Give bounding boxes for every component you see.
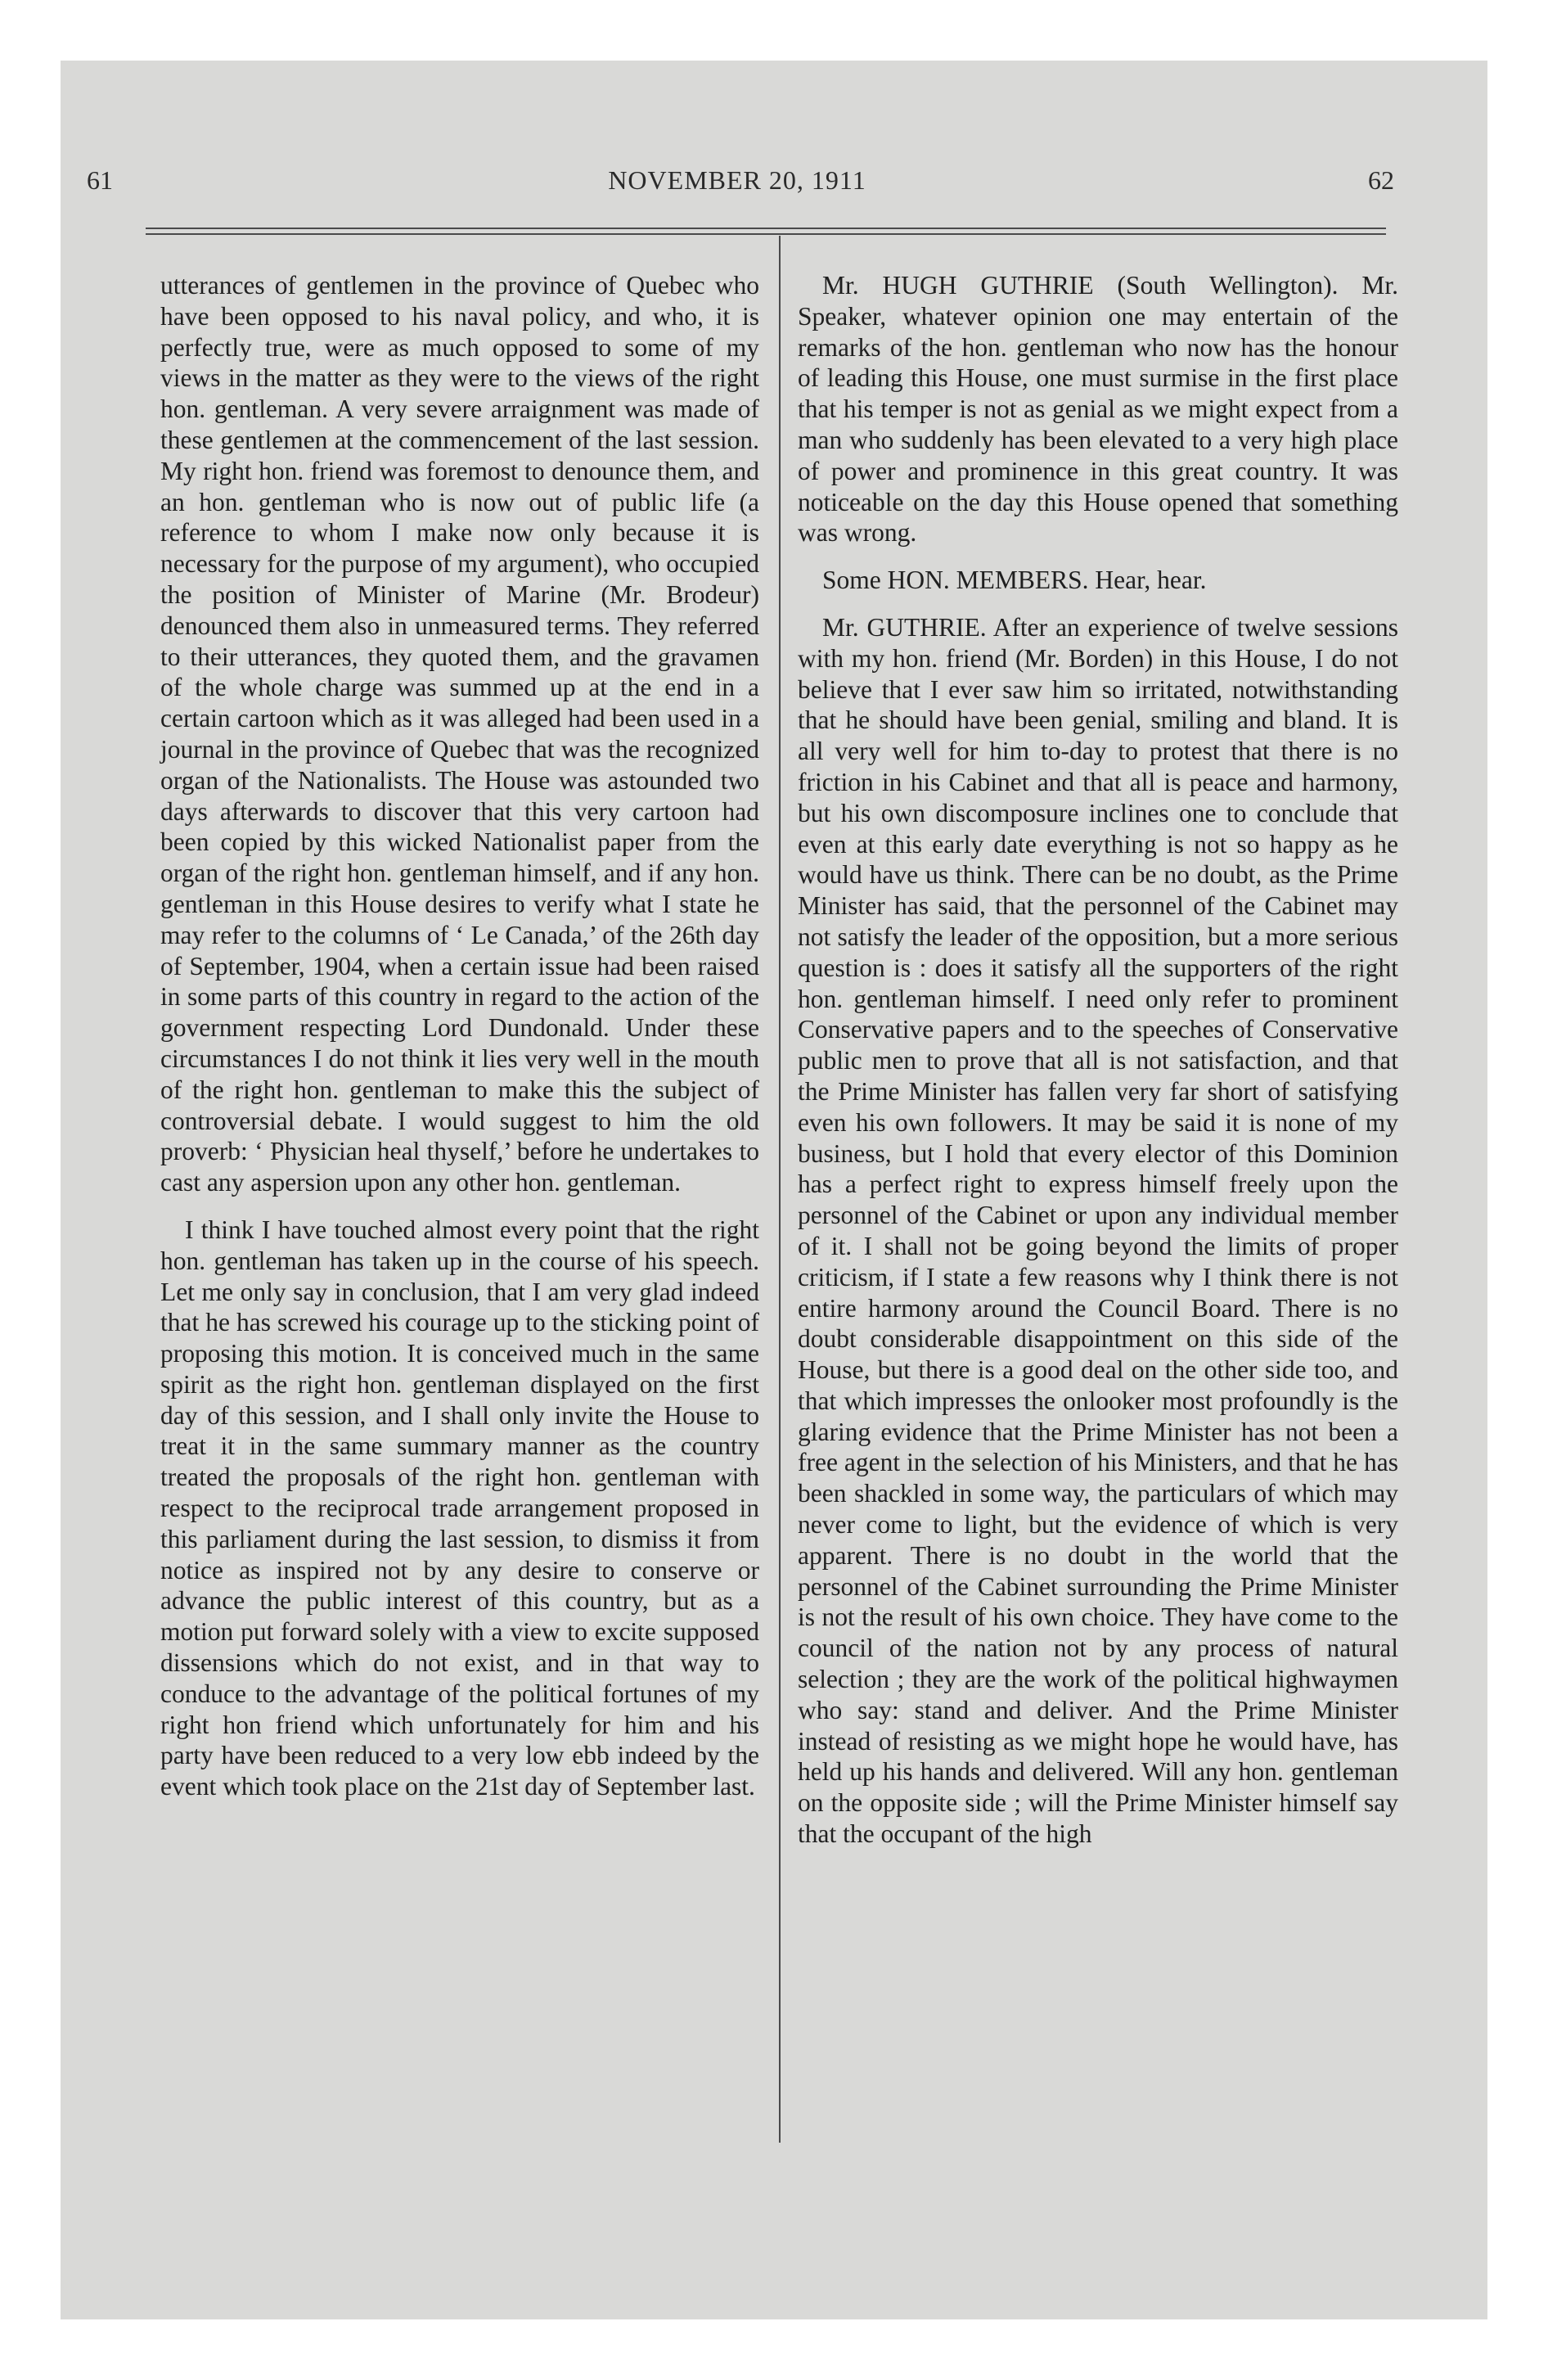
header-rule-top <box>146 228 1386 229</box>
paragraph: utterances of gentlemen in the province of Quebec who have been opposed to his naval policy, and who, it is perfectly true, were as much opposed to some of my views in the matter as they were to the views of the right hon. gentleman. A very severe arraignment was made of these gentlemen at the commencement of the last session. My right hon. friend was foremost to denounce them, and an hon. gentleman who is now out of public life (a reference to whom I make now only because it is necessary for the purpose of my argument), who occupied the position of Minister of Marine (Mr. Brodeur) denounced them also in unmeasured terms. They referred to their utterances, they quoted them, and the gravamen of the whole charge was summed up at the end in a certain cartoon which as it was alleged had been used in a journal in the province of Quebec that was the recognized organ of the Nationalists. The House was astounded two days afterwards to discover that this very cartoon had been copied by this wicked Nationalist paper from the organ of the right hon. gentleman himself, and if any hon. gentleman in this House desires to verify what I state he may refer to the columns of ‘ Le Canada,’ of the 26th day of September, 1904, when a certain issue had been raised in some parts of this country in regard to the action of the government respecting Lord Dundonald. Under these circumstances I do not think it lies very well in the mouth of the right hon. gentleman to make this the subject of controversial debate. I would suggest to him the old proverb: ‘ Physician heal thyself,’ before he undertakes to cast any aspersion upon any other hon. gentleman. <box>160 271 759 1197</box>
paragraph: Mr. HUGH GUTHRIE (South Wellington). Mr. Speaker, whatever opinion one may entertain of the remarks of the hon. gentleman who now has the honour of leading this House, one must surmise in the first place that his temper is not as genial as we might expect from a man who suddenly has been elevated to a very high place of power and prominence in this great country. It was noticeable on the day this House opened that something was wrong. <box>798 271 1398 548</box>
paragraph: I think I have touched almost every point that the right hon. gentleman has taken up in the course of his speech. Let me only say in conclusion, that I am very glad indeed that he has screwed his courage up to the sticking point of proposing this motion. It is conceived much in the same spirit as the right hon. gentleman displayed on the first day of this session, and I shall only invite the House to treat it in the same summary manner as the country treated the proposals of the right hon. gentleman with respect to the reciprocal trade arrangement proposed in this parliament during the last session, to dismiss it from notice as inspired not by any desire to conserve or advance the public interest of this country, but as a motion put forward solely with a view to excite supposed dissensions which do not exist, and in that way to conduce to the advantage of the political fortunes of my right hon friend which unfortunately for him and his party have been reduced to a very low ebb indeed by the event which took place on the 21st day of September last. <box>160 1215 759 1801</box>
paragraph: Mr. GUTHRIE. After an experience of twelve sessions with my hon. friend (Mr. Borden) in this House, I do not believe that I ever saw him so irritated, notwithstanding that he should have been genial, smiling and bland. It is all very well for him to-day to protest that there is no friction in his Cabinet and that all is peace and harmony, but his own discomposure inclines one to conclude that even at this early date everything is not so happy as he would have us think. There can be no doubt, as the Prime Minister has said, that the personnel of the Cabinet may not satisfy the leader of the opposition, but a more serious question is : does it satisfy all the supporters of the right hon. gentleman himself. I need only refer to prominent Conservative papers and to the speeches of Conservative public men to prove that all is not satisfaction, and that the Prime Minister has fallen very far short of satisfying even his own followers. It may be said it is none of my business, but I hold that every elector of this Dominion has a perfect right to express himself freely upon the personnel of the Cabinet or upon any individual member of it. I shall not be going beyond the limits of proper criticism, if I state a few reasons why I think there is not entire harmony around the Council Board. There is no doubt considerable disappointment on this side of the House, but there is a good deal on the other side too, and that which impresses the onlooker most profoundly is the glaring evidence that the Prime Minister has not been a free agent in the selection of his Ministers, and that he has been shackled in some way, the particulars of which may never come to light, but the evidence of which is very apparent. There is no doubt in the world that the personnel of the Cabinet surrounding the Prime Minister is not the result of his own choice. They have come to the council of the nation not by any process of natural selection ; they are the work of the political highwaymen who say: stand and deliver. And the Prime Minister instead of resisting as we might hope he would have, has held up his hands and delivered. Will any hon. gentleman on the opposite side ; will the Prime Minister himself say that the occupant of the high <box>798 612 1398 1849</box>
column-divider <box>779 236 781 2143</box>
page-number-right: 62 <box>1368 165 1394 195</box>
left-column <box>160 270 759 1802</box>
page-number-left: 61 <box>87 165 113 195</box>
right-column <box>798 270 1398 1850</box>
page-header <box>80 100 1394 195</box>
paragraph: Some HON. MEMBERS. Hear, hear. <box>822 566 1207 595</box>
page-date: NOVEMBER 20, 1911 <box>608 165 866 195</box>
header-rule-bottom <box>146 233 1386 235</box>
